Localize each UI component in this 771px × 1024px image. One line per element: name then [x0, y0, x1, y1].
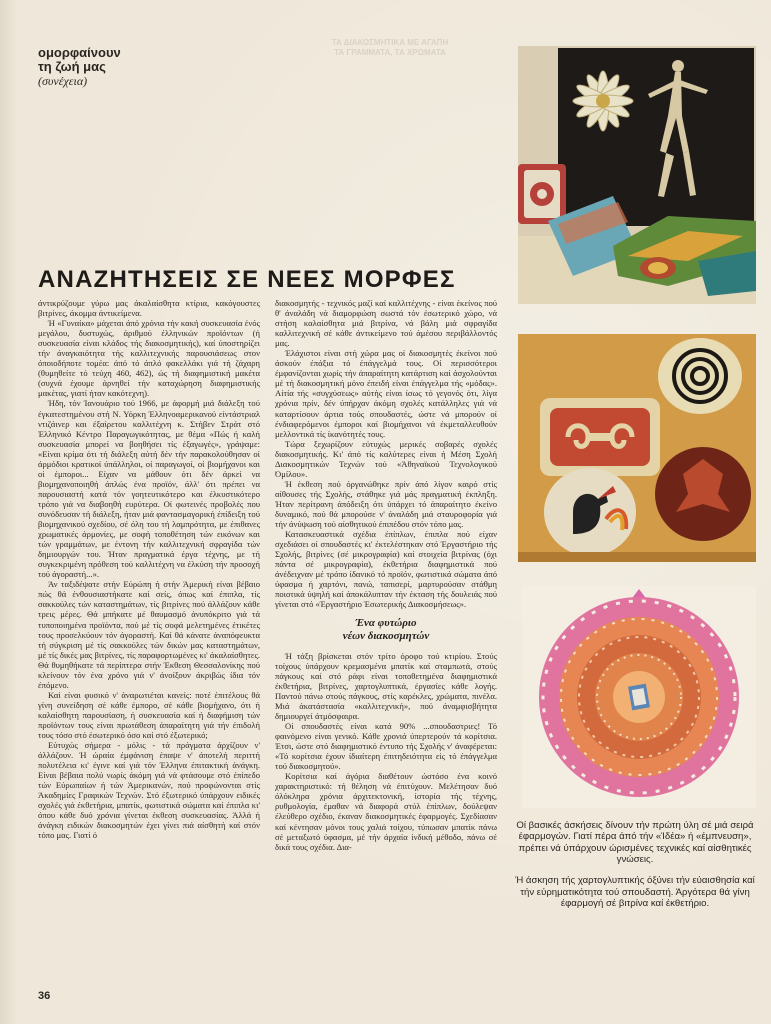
column1-paragraph: Καί είναι φυσικό ν' άναρωτιέται κανείς: ποτέ έπιτέλους θά γίνη συνείδηση σέ κάθε έμπορο, σέ κάθε βιομήχανο, ότι ή καλαίσθητη παρουσίαση, ή συσκευασία καί ή διαφήμιση τών προϊόντων τους είναι πρωτάθεση άπαραίτητη γιά τήν έπιδολή τους τόσο στό έσωτερικό όσο καί στό έξωτερικό;: [38, 689, 260, 741]
page-number: 36: [38, 990, 51, 1002]
subheading: [275, 617, 497, 642]
section-header-line1: ομορφαίνουν: [38, 45, 121, 60]
section-header: [38, 46, 188, 88]
photo-batik-textiles: [518, 46, 756, 304]
column2-paragraph: Οί σπουδαστές είναι κατά 90% ...σπουδαστριες! Τό φαινόμενο είναι γενικό. Κάθε χρονιά ύπερτερούν τά κορίτσια. Έτσι, ώστε στό διαφημιστικό έντυπο τής Σχολής ν' άναφέρεται: «Τό κορίτσια έχουν ίδιαίτερη έπιτηδειότητα είς τό έπάγγελμα τού διακοσμητού».: [275, 721, 497, 772]
column1-paragraph: Ή «Γυναίκα» μάχεται άπό χρόνια τήν κακή συσκευασία ένός μεγάλου, δυστυχώς, άριθμού έλληνικών προϊόντων (ή συσκευασία είναι κλάδος τής διακοσμητικής), καί ύποστηρίζει τήν άναγκαιότητα τής καλλιτεχνικής παρουσιάσεως στον όποιοδήποτε τομέα: άπό τό άπλό φακελλάκι γιά τή ζάχαρη (θυμηθείτε τό τεύχη 460, 462), ώς τή διαφημιστική μακέτα (συχνά έχουμε άρνηθεί τήν καταχώρηση διαφημιστικής μακέτας, γιατί ήταν κακότεχνη).: [38, 318, 260, 399]
section-header-line2: τη ζωή μας: [38, 58, 106, 74]
column2-paragraph: Έλάχιστοι είναι στή χώρα μας οί διακοσμητές έκείνοι πού άσκούν έπάξια τό έπάγγελμά τους. Οί περισσότεροι έμφανίζονται χωρίς τήν άπαραίτητη κατάρτιση καί άσχολούνται μέ τή διακοσμητική μόνο έπειδή είναι έπάγγελμα τής «μόδας». Αίτία τής «συγχύσεως» αύτής είναι ίσως τό γεγονός ότι, λίγα χρόνια πρίν, δέν ύπήρχαν άκόμη σχολές κατάλληλες γιά νά καταρτίσουν άρτια τούς σπουδαστές, ώστε νά μπορούν οί ένδιαφερόμενοι έμποροι καί βιομήχανοι νά έκμεταλλευθούν μελλοντικά τίς ίκανότητές τους.: [275, 348, 497, 439]
column1-paragraph: άντικρύζουμε γύρω μας άκαλαίσθητα κτίρια, κακόγουστες βιτρίνες, άκομμα άντικείμενα.: [38, 298, 260, 319]
column1-paragraph: Ήδη, τόν Ίανουάριο τού 1966, με άφορμή μιά διάλεξη τού έγκατεστημένου στή Ν. Υόρκη Έλληνοαμερικανού είντάστριαλ ντιζάινερ και έξαίρετου καλλιτέχνη κ. Στήβεν Στράτ στό Έλληνικό Κέντρο Παραγωγικότητας, με θέμα «Πώς ή καλή συσκευασία μπορεί να βοηθήσει τίς έξαγωγές», γράψαμε: «Είναι κρίμα ότι τή διάλεξη αύτή δέν τήν παρακολούθησαν οί άρμόδιοι κρατικοί ύπάλληλοι, οί παραγωγοί, οί βιομήχανοι και οί έμποροι... Είχαν να μάθουν ότι δέν άρκεί να βιομηχανοποιηθή άπλώς ένα προϊόν, άλλ' ότι πρέπει να παρουσιαστή κατά τόν γοητευτικότερο και έλκυστικότερο τρόπο γιά να διαβοηθή ευρύτερα. Οί φωτεινές προβολές που συνόδευσαν τή διάλεξη, ήταν μιά φαντασμαγορική έπίδειξη τού βιομηχανικού σχεδίου, σέ όλη του τή λαμπρότητα, με έπιθανες χρωματικές άρμονίες, με σοφή τοποθέτηση τών εικόνων και τών γραμμάτων, με έντονη τήν καλλιτεχνική σφραγίδα τών δημιουργών του. Ήταν πραγματικά έργα τέχνης, με τή συγκεκριμένη πρόθεση τού καλλιτέχνη να έλκύση τήν προσοχή τού άγοραστή...».: [38, 398, 260, 580]
article-column-2: [275, 298, 497, 978]
column2-paragraph: Κορίτσια καί άγόρια διαθέτουν ώστόσο ένα κοινό χαρακτηριστικό: τή θέληση νά έπιτύχουν. Μελέτησαν δυό όλόκληρα χρόνια άρχιτεκτονική, ίστορία τής τέχνης, ρυθμολογία, έμαθαν νά διαφορά στύλ έπίπλων, δούλεψαν έλεύθερο σχέδιο, έκαναν διακοσμητικές έφαρμογές. Σχεδίασαν καί κέντησαν μόνοι τους χαλιά τοίχου, τύπωσαν μπατίκ πάνω σέ μεταξωτό ύφασμα, μέ τήν άρχαία ίνδική μέθοδο, πάνω σέ δικά τους σχέδια. Δια-: [275, 771, 497, 852]
subheading-line1: Ένα φυτώριο: [355, 617, 417, 630]
article-headline: ΑΝΑΖΗΤΗΣΕΙΣ ΣΕ ΝΕΕΣ ΜΟΡΦΕΣ: [38, 266, 456, 293]
subheading-line2: νέων διακοσμητών: [342, 630, 430, 643]
photo-paper-sculpture: [522, 586, 756, 808]
column1-paragraph: Άν ταξιδέψατε στήν Εύρώπη ή στήν Άμερική είναι βέβαιο πώς θά ένθουσιαστήκατε καί σείς, όπως καί έπιπλα, τίς σακκούλες τών καταστημάτων, τίς βιτρίνες πού άλλάζουν κάθε τρεις μέρες. Θά μπήκατε μέ θαυμασμό άνυπόκριτο γιά τά τυποποιημένα προϊόντα, πού μέ τίς σοφά μελετημένες έτικέτες τους προσελκύουν τόν άγοραστή. Καί θά κάνατε άναπόφευκτα τή σύγκριση μέ τίς σακκούλες τών δικών μας καταστημάτων, μέ τίς δικές μας βιτρίνες, τίς παραφορτωμένες κι' άκαλαίσθητες. Θά θυμηθήκατε τά περίπτερα στήν Έκθεση Θεσσαλονίκης πού κλείνουν τόν ένα χρόνο γιά ν' άνοίξουν άκριβώς ίδια τόν έπόμενο.: [38, 579, 260, 690]
column1-paragraph: Εύτυχώς σήμερα - μόλις - τά πράγματα άρχίζουν ν' άλλάζουν. Ή ώραία έμφάνιση έπαψε ν' άποτελή περιττή πολυτέλεια κι' έγινε καί γιά τόν Έλληνα έπιτακτική άνάγκη. Είναι βέβαια πολύ νωρίς άκόμη γιά νά φτάσουμε στό έπίπεδο τών Εύρωπαίων ή τών Άμερικανών, πού προφώνονται στίς Άκαδημίες Γραφικών Τεχνών. Στό έξωτερικό ύπάρχουν ειδικές σχολές γιά έκθετήρια, μπατίκ, φωτιστικά σώματα καί έπιπλα κι' όπου κάθε δυό χρόνια γίνεται έκθεση συσκευασίας. Άλλά ή άνάγκη ειδικών διακοσμητών έχει γίνει πιά αίσθητή καί στόν τόπο μας. Γιατί ό: [38, 740, 260, 841]
column2-paragraph: Ή έκθεση πού όργανώθηκε πρίν άπό λίγον καιρό στίς αίθουσες τής Σχολής, στάθηκε γιά μάς πραγματική έκπληξη. Ήταν περίτρανη άπόδειξη ότι ύπάρχει τό άπαραίτητο έκείνο δυναμικό, πού θά μπορούσε ν' άναλάδη μιά σταυροφορία γιά τήν άνύψωση τού αίσθητικού έπιπέδου στόν τόπο μας.: [275, 478, 497, 530]
section-header-line3: (συνέχεια): [38, 74, 88, 89]
article-column-1: [38, 298, 260, 970]
caption-paragraph-1: Οί βασικές άσκήσεις δίνουν τήν πρώτη ύλη σέ μιά σειρά έφαρμογών. Γιατί πέρα άπό τήν «Ίδέα» ή «έμπνευση», πρέπει νά ύπάρχουν ώρισμένες τεχνικές καί αίσθητικές γνώσεις.: [516, 820, 754, 865]
column2-paragraph: διακοσμητής - τεχνικός μαζί καί καλλιτέχνης - είναι έκείνος πού θ' άναλάδη νά διαμορφώση σωστά τόν έσωτερικό χώρο, νά στήση καλαίσθητα μιά βιτρίνα, νά βάλη μιά σφραγίδα καλλιτεχνική σέ κάθε άντικείμενο τού άμέσου περιβάλλοντός μας.: [275, 298, 497, 349]
column2-paragraph: Κατασκευαστικά σχέδια έπίπλων, έπιπλα πού είχαν σχεδιάσει οί σπουδαστές κι' έκτελέστηκαν στό Έργαστήριο τής Σχολής, βιτρίνες (σέ μικρογραφία) καί στοιχεία βιτρίνας (όχι πάντα σέ μικρογραφία), έκθετήρια διαφημιστικά πού άνέδειχναν μέ τρόπο ίδανικό τό προϊόν, φωτιστικά σώματα άπό ύφασμα ή χαρτόνι, πανώ, ταπισερί, μαρτυρούσαν στάθμη ποιοτικά ύψηλή καί άποκάλυπταν τήν έκταση τής δουλειάς πού γίνεται στό «Έργαστήριο Έσωτερικής Διακοσμήσεως».: [275, 529, 497, 610]
photo-caption: [515, 820, 755, 919]
bleed-through-text: ΤΑ ΔΙΑΚΟΣΜΗΤΙΚΑ ΜΕ ΑΓΑΠΗ ΤΑ ΓΡΑΜΜΑΤΑ, ΤΑ ΧΡΩΜΑΤΑ: [331, 38, 449, 57]
caption-paragraph-2: Ή άσκηση τής χαρτογλυπτικής όξύνει τήν εύαισθησία καί τήν εύρηματικότητα τού σπουδαστή. Άργότερα θά γίνη έφαρμογή σέ βιτρίνα καί έκθετήριο.: [515, 875, 755, 909]
column2-paragraph: Τώρα ξεχωρίζουν εύτυχώς μερικές σοβαρές σχολές διακοσμητικής. Κι' άπό τίς καλύτερες είναι ή Μέση Σχολή Διακοσμητικών Τεχνών τού «Άθηναϊκού Τεχνολογικού Όμίλου».: [275, 438, 497, 479]
column2-paragraph: Ή τάξη βρίσκεται στόν τρίτο όροφο τού κτιρίου. Στούς τοίχους ύπάρχουν κρεμασμένα μπατίκ καί σταμπωτά, στούς πάγκους καί στό ράφι είναι τοποθετημένα διαφημιστικά έκθετήρια, βιτρίνες, χαρτογλυπτικά, έργασίες κάθε λογής. Παντού πάνω στούς πάγκους, στίς καρέκλες, χρώματα, πινέλα. Μιά άκατάστασία «καλλιτεχνική», πού άναμφισβήτητα δημιουργεί άτμόσφαιρα.: [275, 650, 497, 722]
photo-decorative-plates: [518, 334, 756, 562]
